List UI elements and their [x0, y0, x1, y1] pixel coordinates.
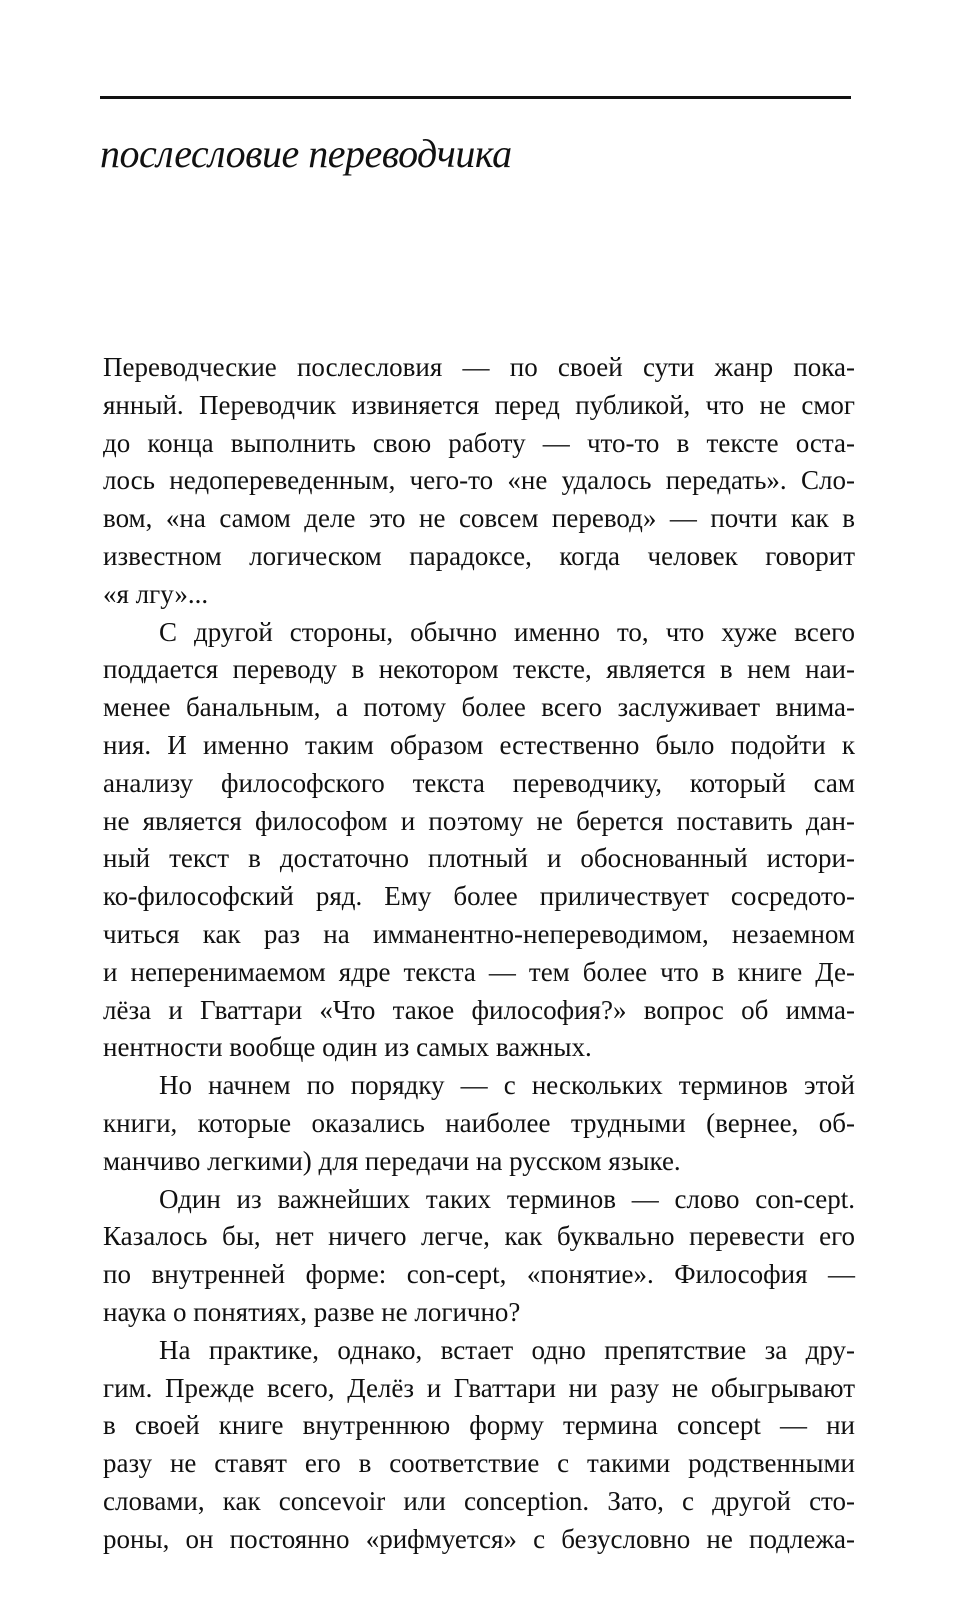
text-line: лось недопереведенным, чего-то «не удалось передать». Сло-	[103, 465, 855, 496]
text-line: по внутренней форме: con-cept, «понятие». Философия —	[103, 1259, 855, 1290]
text-line: до конца выполнить свою работу — что-то в тексте оста-	[103, 427, 855, 458]
text-line: Переводческие послесловия — по своей сути жанр пока-	[103, 352, 855, 382]
text-line: ный текст в достаточно плотный и обоснованный истори-	[103, 843, 855, 874]
text-line: разу не ставят его в соответствие с такими родственными	[103, 1448, 855, 1479]
text-line: лёза и Гваттари «Что такое философия?» вопрос об имма-	[103, 994, 855, 1025]
text-line: манчиво легкими) для передачи на русском языке.	[103, 1145, 681, 1176]
text-line: не является философом и поэтому не берется поставить дан-	[103, 805, 855, 836]
text-line: и неперенимаемом ядре текста — тем более что в книге Де-	[103, 956, 855, 987]
text-line: вом, «на самом деле это не совсем перевод» — почти как в	[103, 503, 855, 534]
text-line: известном логическом парадоксе, когда человек говорит	[103, 540, 855, 571]
paragraph	[103, 1067, 855, 1180]
chapter-title: послесловие переводчика	[100, 131, 512, 176]
text-line: Но начнем по порядку — с нескольких терминов этой	[159, 1070, 855, 1101]
text-line: в своей книге внутреннюю форму термина concept — ни	[103, 1410, 855, 1441]
text-line: ко-философский ряд. Ему более приличествует сосредото-	[103, 881, 855, 912]
text-line: янный. Переводчик извиняется перед публикой, что не смог	[103, 389, 855, 420]
text-line: словами, как concevoir или conception. Зато, с другой сто-	[103, 1485, 855, 1516]
paragraph	[103, 1181, 855, 1332]
paragraph	[103, 614, 855, 1068]
text-line: наука о понятиях, разве не логично?	[103, 1296, 521, 1327]
text-line: читься как раз на имманентно-непереводимом, незаемном	[103, 918, 855, 949]
text-line: Один из важнейших таких терминов — слово con-cept.	[159, 1183, 855, 1214]
text-line: На практике, однако, встает одно препятствие за дру-	[159, 1334, 855, 1365]
text-line: Казалось бы, нет ничего легче, как буквально перевести его	[103, 1221, 855, 1252]
text-line: гим. Прежде всего, Делёз и Гваттари ни разу не обыгрывают	[103, 1372, 855, 1403]
text-line: нентности вообще один из самых важных.	[103, 1032, 592, 1063]
header-rule	[100, 96, 851, 99]
text-line: книги, которые оказались наиболее трудными (вернее, об-	[103, 1107, 855, 1138]
text-line: роны, он постоянно «рифмуется» с безусловно не подлежа-	[103, 1523, 855, 1554]
text-line: анализу философского текста переводчику, который сам	[103, 767, 855, 798]
text-line: «я лгу»...	[103, 578, 209, 609]
body-text	[103, 349, 855, 1559]
paragraph	[103, 349, 855, 614]
text-line: ния. И именно таким образом естественно было подойти к	[103, 729, 855, 760]
text-line: поддается переводу в некотором тексте, является в нем наи-	[103, 654, 855, 685]
text-line: менее банальным, а потому более всего заслуживает внима-	[103, 692, 855, 723]
paragraph	[103, 1332, 855, 1559]
text-line: С другой стороны, обычно именно то, что хуже всего	[159, 616, 855, 647]
